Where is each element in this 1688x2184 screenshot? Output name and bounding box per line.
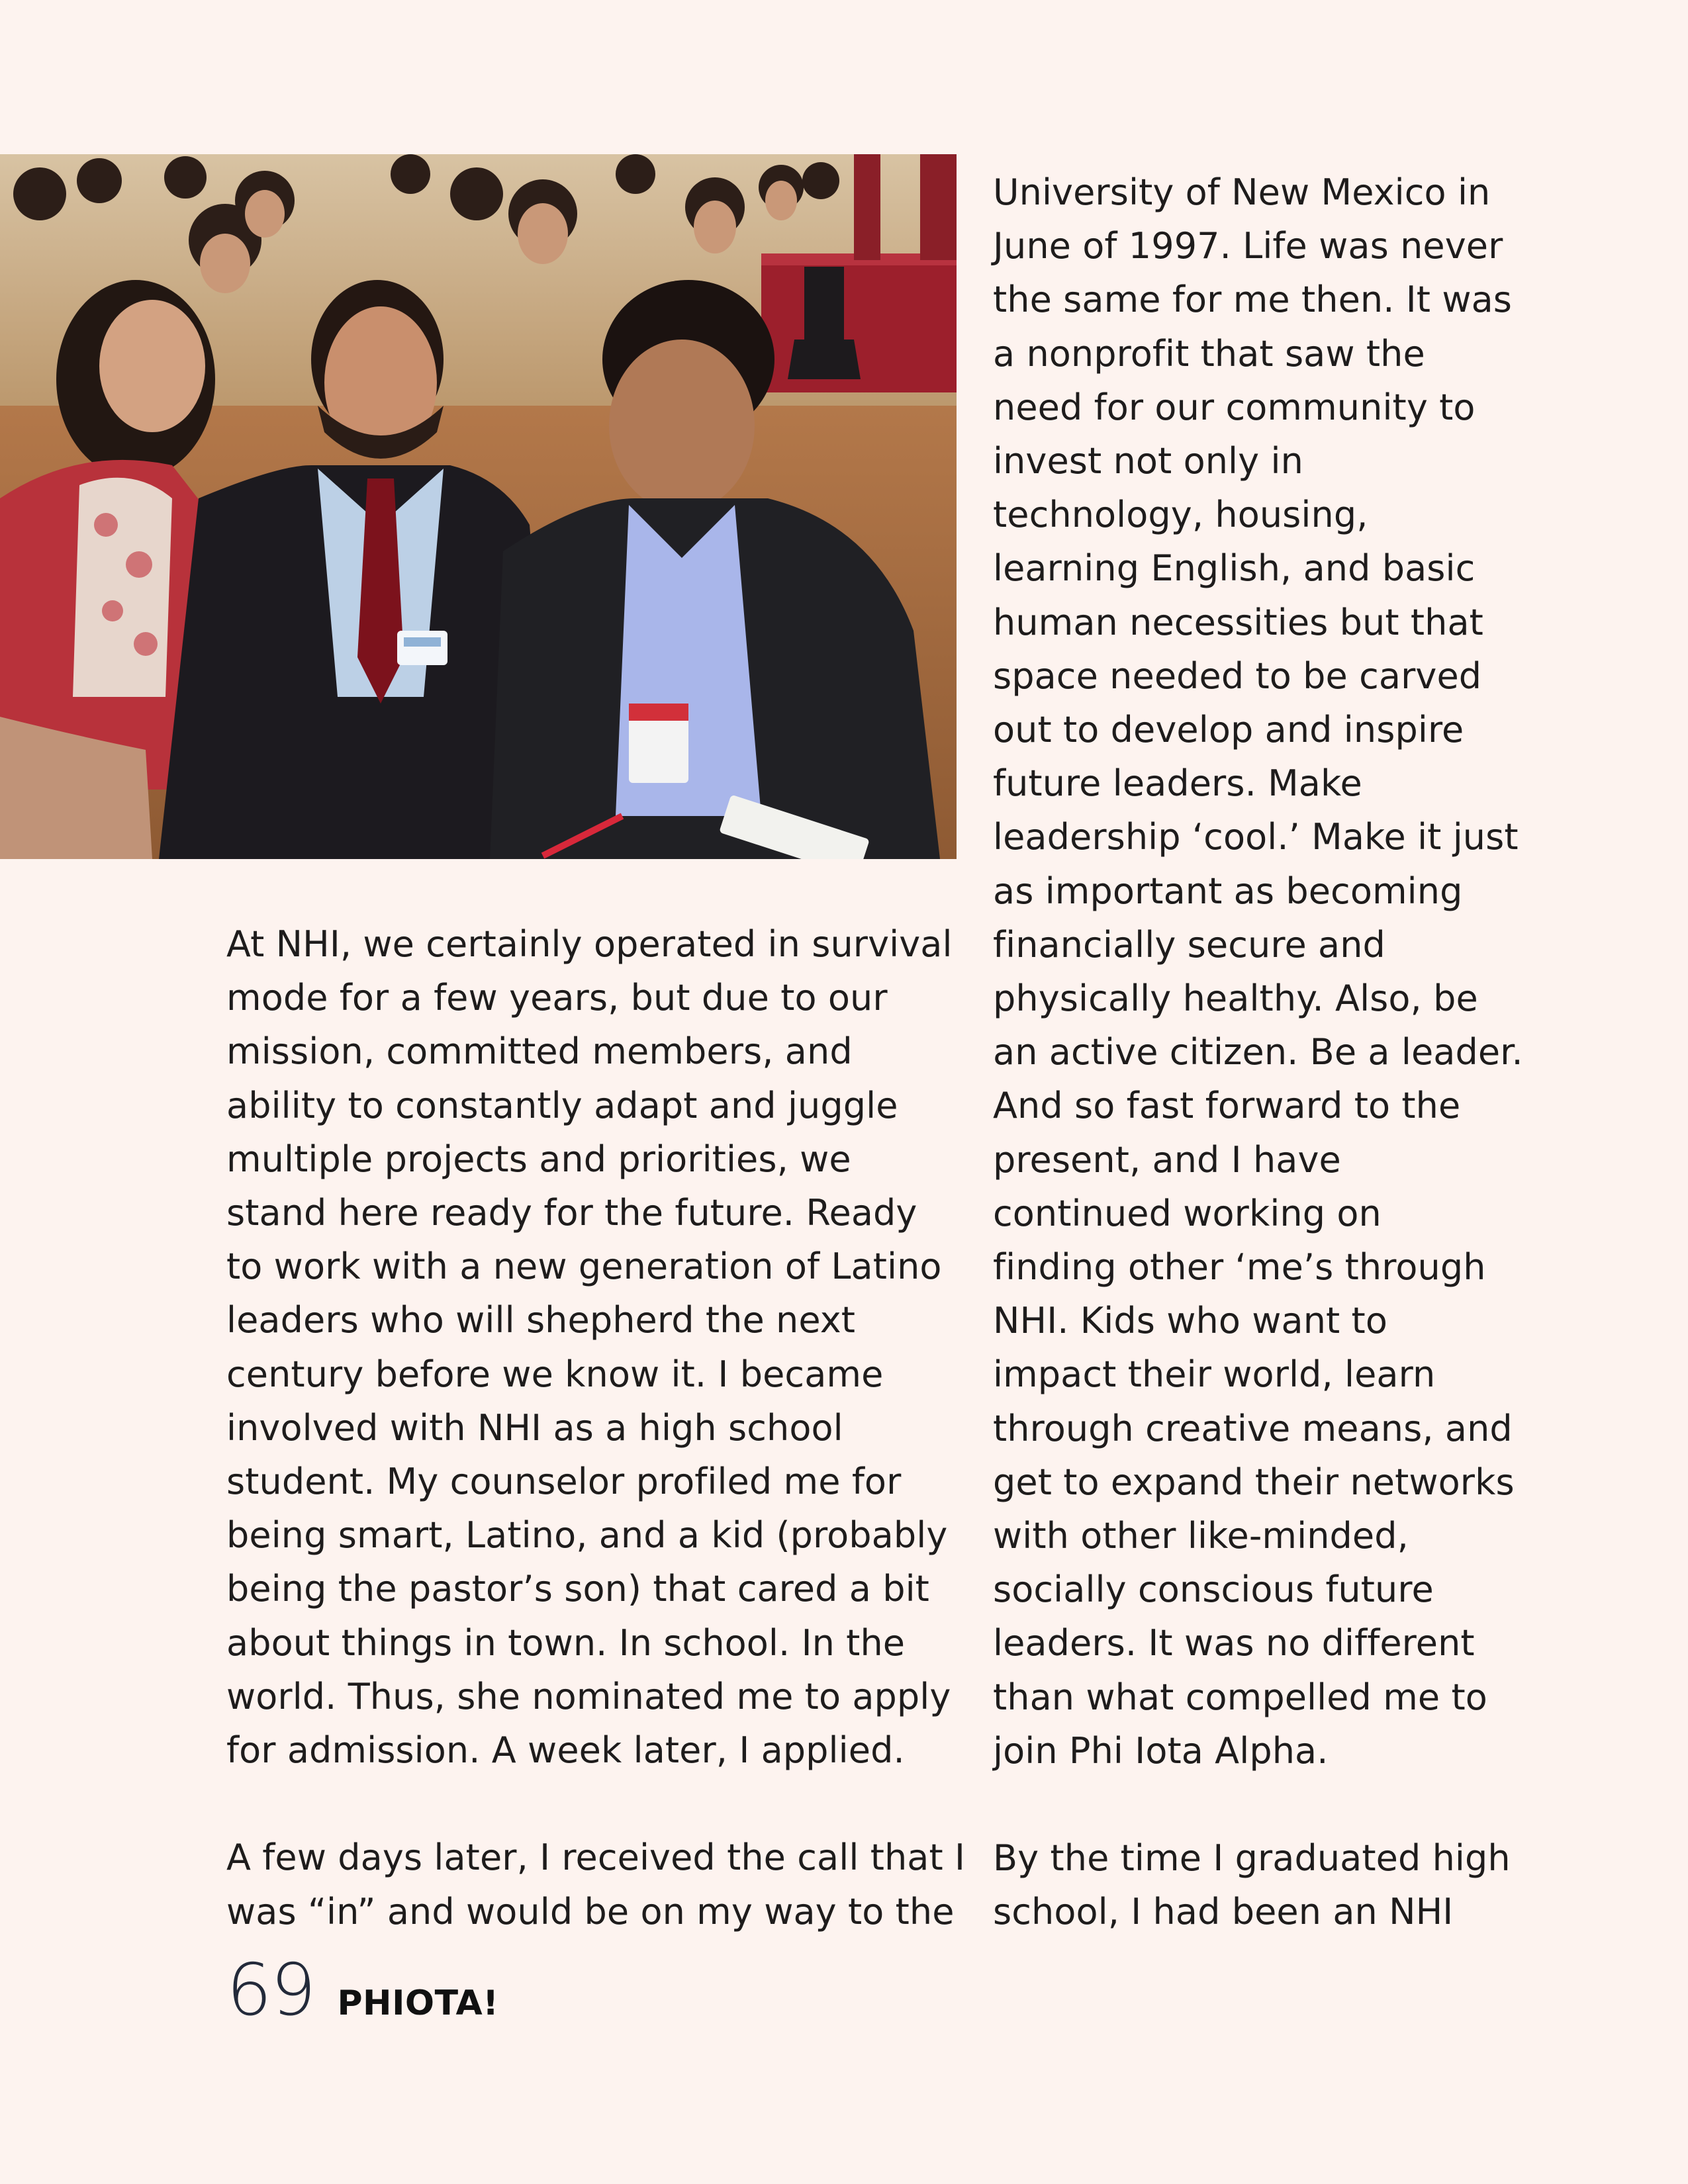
- right-paragraph-1: University of New Mexico in June of 1997. Life was never the same for me then. It was a nonprofit that saw the need for our community to invest not only in technology, housing, learning English, and basic human necessities but that space needed to be carved out to develop and inspire future leaders. Make leadership ‘cool.’ Make it just as important as becoming financially secure and physically healthy. Also, be an active citizen. Be a leader. And so fast forward to the present, and I have continued working on finding other ‘me’s through NHI. Kids who want to impact their world, learn through creative means, and get to expand their networks with other like-minded, socially conscious future leaders. It was no different than what compelled me to join Phi Iota Alpha.: [993, 171, 1523, 1772]
- event-photo: [0, 154, 957, 859]
- page-number: 69: [226, 1949, 315, 2032]
- right-paragraph-2: By the time I graduated high school, I had been an NHI: [993, 1837, 1511, 1933]
- page-footer: [226, 1949, 499, 2032]
- magazine-name: PHIOTA!: [337, 1983, 499, 2023]
- left-text-column: [226, 917, 974, 1938]
- right-text-column: [993, 165, 1536, 1939]
- event-photo-illustration: [0, 154, 957, 859]
- left-paragraph-2: A few days later, I received the call that I was “in” and would be on my way to the: [226, 1837, 966, 1933]
- left-paragraph-1: At NHI, we certainly operated in survival mode for a few years, but due to our mission, committed members, and ability to constantly adapt and juggle multiple projects and priorities, we stand here ready for the future. Ready to work with a new generation of Latino leaders who will shepherd the next century before we know it. I became involved with NHI as a high school student. My counselor profiled me for being smart, Latino, and a kid (probably being the pastor’s son) that cared a bit about things in town. In school. In the world. Thus, she nominated me to apply for admission. A week later, I applied.: [226, 923, 953, 1772]
